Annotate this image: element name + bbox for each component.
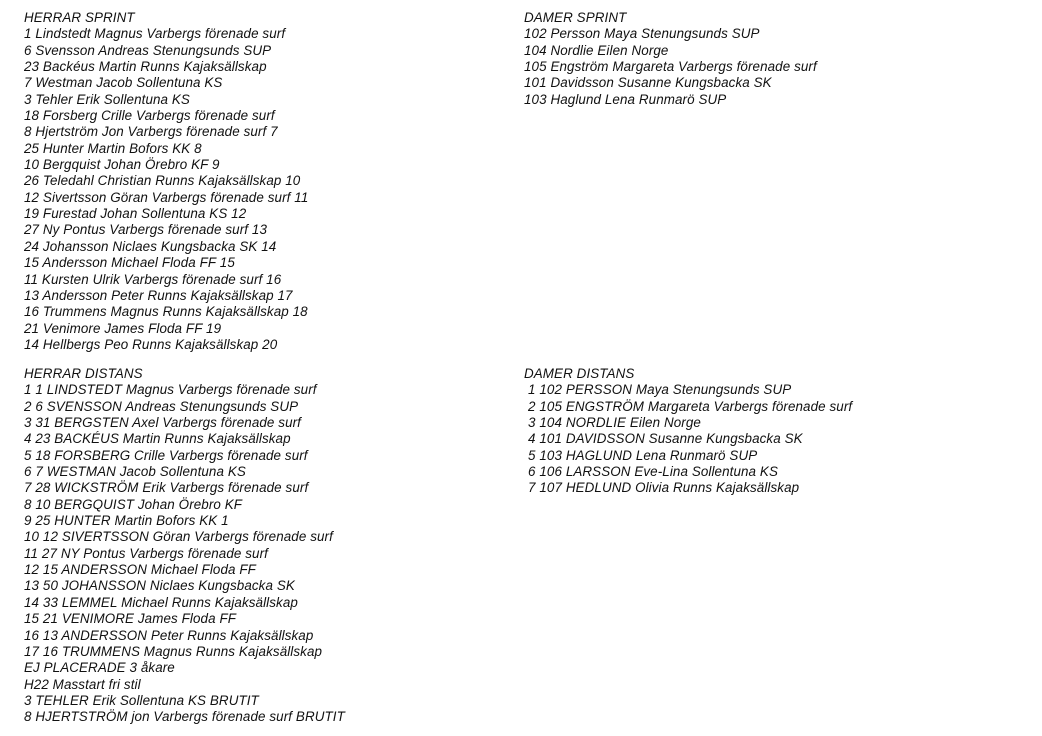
- result-entry: 21 Venimore James Floda FF 19: [24, 320, 222, 336]
- damer-distans-section: [524, 366, 852, 497]
- damer-sprint-heading: DAMER SPRINT: [524, 10, 627, 25]
- result-entry: 102 Persson Maya Stenungsunds SUP: [524, 26, 760, 42]
- result-entry: 15 21 VENIMORE James Floda FF: [24, 611, 237, 627]
- damer-distans-list: [524, 382, 852, 496]
- result-entry: 7 28 WICKSTRÖM Erik Varbergs förenade surf: [24, 480, 309, 496]
- herrar-distans-section: [24, 366, 345, 726]
- herrar-distans-list: [24, 382, 345, 725]
- result-entry: 25 Hunter Martin Bofors KK 8: [24, 140, 202, 156]
- result-entry: 3 104 NORDLIE Eilen Norge: [528, 415, 701, 431]
- result-entry: 10 Bergquist Johan Örebro KF 9: [24, 157, 220, 173]
- result-entry: 23 Backéus Martin Runns Kajaksällskap: [24, 59, 267, 75]
- result-entry: 24 Johansson Niclaes Kungsbacka SK 14: [24, 238, 277, 254]
- herrar-sprint-heading: HERRAR SPRINT: [24, 10, 135, 25]
- result-entry: 26 Teledahl Christian Runns Kajaksällskap 10: [24, 173, 301, 189]
- result-entry: 5 18 FORSBERG Crille Varbergs förenade surf: [24, 447, 308, 463]
- result-entry: 1 102 PERSSON Maya Stenungsunds SUP: [528, 382, 792, 398]
- result-entry: 16 Trummens Magnus Runns Kajaksällskap 18: [24, 304, 308, 320]
- result-entry: 3 Tehler Erik Sollentuna KS: [24, 91, 190, 107]
- result-entry: 101 Davidsson Susanne Kungsbacka SK: [524, 75, 772, 91]
- result-entry: 12 15 ANDERSSON Michael Floda FF: [24, 562, 256, 578]
- result-entry: 14 Hellbergs Peo Runns Kajaksällskap 20: [24, 336, 278, 352]
- damer-distans-heading: DAMER DISTANS: [524, 366, 635, 381]
- result-entry: 4 23 BACKÉUS Martin Runns Kajaksällskap: [24, 431, 291, 447]
- result-entry: 6 Svensson Andreas Stenungsunds SUP: [24, 42, 272, 58]
- result-entry: H22 Masstart fri stil: [24, 676, 141, 692]
- result-entry: 10 12 SIVERTSSON Göran Varbergs förenade surf: [24, 529, 333, 545]
- result-entry: 11 Kursten Ulrik Varbergs förenade surf 16: [24, 271, 282, 287]
- result-entry: 13 50 JOHANSSON Niclaes Kungsbacka SK: [24, 578, 295, 594]
- result-entry: 8 10 BERGQUIST Johan Örebro KF: [24, 496, 243, 512]
- result-entry: 8 Hjertström Jon Varbergs förenade surf 7: [24, 124, 278, 140]
- result-entry: 16 13 ANDERSSON Peter Runns Kajaksällskap: [24, 627, 314, 643]
- result-entry: 14 33 LEMMEL Michael Runns Kajaksällskap: [24, 594, 298, 610]
- result-entry: 105 Engström Margareta Varbergs förenade surf: [524, 59, 817, 75]
- result-entry: 11 27 NY Pontus Varbergs förenade surf: [24, 545, 268, 561]
- result-entry: 8 HJERTSTRÖM jon Varbergs förenade surf BRUTIT: [24, 709, 345, 725]
- herrar-sprint-list: [24, 26, 308, 353]
- result-entry: 6 106 LARSSON Eve-Lina Sollentuna KS: [528, 464, 778, 480]
- result-entry: 6 7 WESTMAN Jacob Sollentuna KS: [24, 464, 246, 480]
- herrar-distans-heading: HERRAR DISTANS: [24, 366, 143, 381]
- result-entry: 15 Andersson Michael Floda FF 15: [24, 255, 235, 271]
- result-entry: 17 16 TRUMMENS Magnus Runns Kajaksällskap: [24, 643, 323, 659]
- damer-sprint-list: [524, 26, 817, 108]
- result-entry: 2 105 ENGSTRÖM Margareta Varbergs förenade surf: [528, 398, 853, 414]
- result-entry: 5 103 HAGLUND Lena Runmarö SUP: [528, 447, 758, 463]
- result-entry: 103 Haglund Lena Runmarö SUP: [524, 91, 727, 107]
- result-entry: 7 107 HEDLUND Olivia Runns Kajaksällskap: [528, 480, 800, 496]
- result-entry: 3 TEHLER Erik Sollentuna KS BRUTIT: [24, 692, 259, 708]
- result-entry: 9 25 HUNTER Martin Bofors KK 1: [24, 513, 229, 529]
- result-entry: 1 Lindstedt Magnus Varbergs förenade surf: [24, 26, 286, 42]
- result-entry: 4 101 DAVIDSSON Susanne Kungsbacka SK: [528, 431, 803, 447]
- herrar-sprint-section: [24, 10, 308, 353]
- result-entry: 3 31 BERGSTEN Axel Varbergs förenade surf: [24, 415, 301, 431]
- result-entry: 104 Nordlie Eilen Norge: [524, 42, 669, 58]
- result-entry: 1 1 LINDSTEDT Magnus Varbergs förenade surf: [24, 382, 317, 398]
- result-entry: 18 Forsberg Crille Varbergs förenade surf: [24, 108, 275, 124]
- result-entry: 13 Andersson Peter Runns Kajaksällskap 17: [24, 287, 293, 303]
- result-entry: EJ PLACERADE 3 åkare: [24, 660, 175, 676]
- result-entry: 27 Ny Pontus Varbergs förenade surf 13: [24, 222, 267, 238]
- result-entry: 2 6 SVENSSON Andreas Stenungsunds SUP: [24, 398, 299, 414]
- result-entry: 19 Furestad Johan Sollentuna KS 12: [24, 206, 247, 222]
- result-entry: 7 Westman Jacob Sollentuna KS: [24, 75, 223, 91]
- result-entry: 12 Sivertsson Göran Varbergs förenade surf 11: [24, 189, 309, 205]
- damer-sprint-section: [524, 10, 817, 108]
